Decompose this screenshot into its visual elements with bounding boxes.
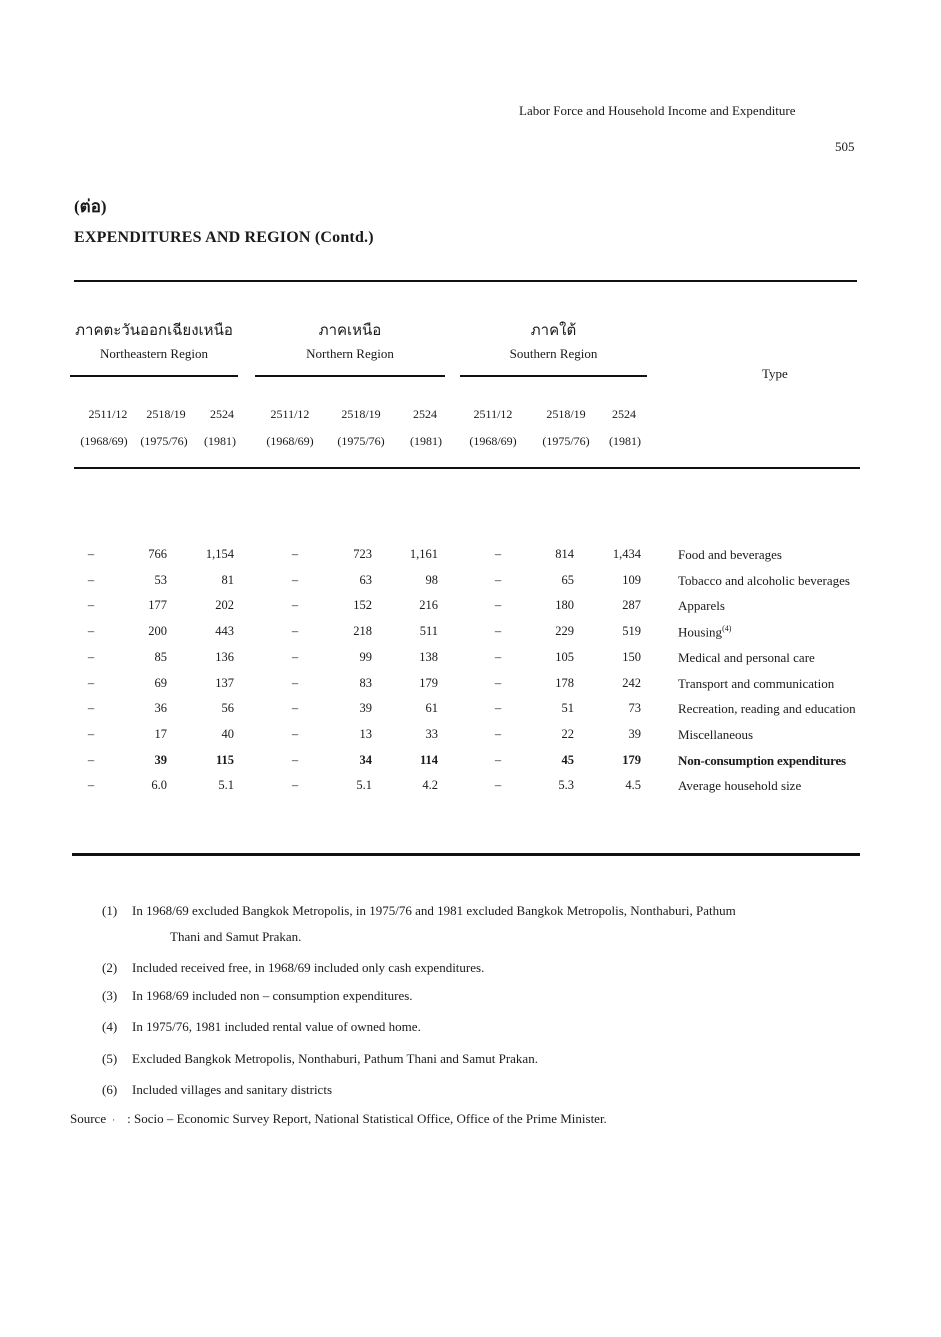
- value-cell: 33: [425, 727, 438, 741]
- type-label: [678, 727, 753, 743]
- value-cell: 179: [622, 753, 641, 767]
- value-cell: 287: [622, 598, 641, 612]
- dash-cell: –: [494, 624, 502, 638]
- footnote: [102, 1019, 421, 1035]
- value-cell: 17: [154, 727, 167, 741]
- year-be: 2518/19: [546, 407, 586, 421]
- type-column-header: Type: [762, 366, 788, 381]
- region-english-southern: Southern Region: [509, 346, 598, 361]
- dash-cell: –: [87, 573, 95, 587]
- page-number: 505: [835, 139, 855, 154]
- value-cell: 98: [425, 573, 438, 587]
- value-cell: 178: [555, 676, 574, 690]
- footnote: [102, 1082, 332, 1098]
- value-cell: 5.3: [558, 778, 574, 792]
- dash-cell: –: [87, 650, 95, 664]
- value-cell: 53: [154, 573, 167, 587]
- value-cell: 39: [359, 701, 372, 715]
- header-bottom-rule: [74, 467, 860, 469]
- year-be: 2524: [612, 407, 636, 421]
- year-ce: (1968/69): [469, 434, 517, 448]
- year-be: 2511/12: [88, 407, 128, 421]
- value-cell: 138: [419, 650, 438, 664]
- region-thai-northern: ภาคเหนือ: [318, 323, 382, 339]
- region-underline-n: [255, 375, 445, 377]
- value-cell: 136: [215, 650, 234, 664]
- footnote-text: Excluded Bangkok Metropolis, Nonthaburi, Pathum Thani and Samut Prakan.: [132, 1051, 538, 1066]
- dash-cell: –: [87, 676, 95, 690]
- value-cell: 34: [359, 753, 372, 767]
- value-cell: 63: [359, 573, 372, 587]
- dash-cell: –: [291, 727, 299, 741]
- dash-cell: –: [291, 547, 299, 561]
- footnote: [102, 1051, 538, 1067]
- year-be: 2518/19: [341, 407, 381, 421]
- region-english-northeastern: Northeastern Region: [100, 346, 208, 361]
- dash-cell: –: [494, 778, 502, 792]
- dash-cell: –: [494, 727, 502, 741]
- value-cell: 36: [154, 701, 167, 715]
- value-cell: 179: [419, 676, 438, 690]
- source-text: : Socio – Economic Survey Report, National Statistical Office, Office of the Prime Minister.: [127, 1111, 607, 1126]
- dash-cell: –: [494, 650, 502, 664]
- footnote-number: (4): [102, 1019, 118, 1034]
- value-cell: 4.5: [625, 778, 641, 792]
- value-cell: 39: [154, 753, 167, 767]
- value-cell: 511: [419, 624, 438, 638]
- value-cell: 5.1: [218, 778, 234, 792]
- region-underline-ne: [70, 375, 238, 377]
- dash-cell: –: [291, 624, 299, 638]
- value-cell: 51: [561, 701, 574, 715]
- top-rule: [74, 280, 857, 282]
- year-be: 2511/12: [473, 407, 513, 421]
- type-label-text: Average household size: [678, 778, 802, 793]
- year-ce: (1975/76): [140, 434, 188, 448]
- year-ce: (1981): [410, 434, 442, 448]
- type-label-text: Tobacco and alcoholic beverages: [678, 573, 850, 588]
- type-label: [678, 547, 782, 563]
- value-cell: 61: [425, 701, 438, 715]
- footnote-text: Included villages and sanitary districts: [132, 1082, 333, 1097]
- source-line: [70, 1111, 607, 1127]
- dash-cell: –: [494, 676, 502, 690]
- value-cell: 814: [555, 547, 574, 561]
- dash-cell: –: [291, 778, 299, 792]
- region-thai-southern: ภาคใต้: [530, 323, 577, 339]
- footnote-number: (6): [102, 1082, 118, 1097]
- running-title: Labor Force and Household Income and Expenditure: [519, 103, 796, 118]
- footnote-text: In 1968/69 excluded Bangkok Metropolis, in 1975/76 and 1981 excluded Bangkok Metropolis, Nonthaburi, Pathum: [132, 903, 736, 918]
- value-cell: 229: [555, 624, 574, 638]
- dash-cell: –: [87, 778, 95, 792]
- footnote-ref: (4): [722, 624, 732, 633]
- year-be: 2524: [413, 407, 437, 421]
- footnote: [102, 988, 413, 1004]
- type-label: [678, 778, 801, 794]
- dash-cell: –: [87, 624, 95, 638]
- type-label: [678, 598, 725, 614]
- region-english-northern: Northern Region: [306, 346, 394, 361]
- dash-cell: –: [494, 547, 502, 561]
- value-cell: 105: [555, 650, 574, 664]
- value-cell: 45: [561, 753, 574, 767]
- value-cell: 73: [628, 701, 641, 715]
- value-cell: 202: [215, 598, 234, 612]
- dash-cell: –: [291, 701, 299, 715]
- footnote-number: (5): [102, 1051, 118, 1066]
- dash-cell: –: [87, 547, 95, 561]
- value-cell: 218: [353, 624, 372, 638]
- type-label-text: Medical and personal care: [678, 650, 815, 665]
- dash-cell: –: [494, 598, 502, 612]
- footnote-continuation: Thani and Samut Prakan.: [170, 929, 302, 944]
- source-dot: ·: [112, 1115, 116, 1125]
- dash-cell: –: [291, 753, 299, 767]
- type-label: [678, 753, 846, 769]
- value-cell: 83: [359, 676, 372, 690]
- value-cell: 13: [359, 727, 372, 741]
- type-label-text: Non-consumption expenditures: [678, 753, 846, 768]
- year-be: 2511/12: [270, 407, 310, 421]
- dash-cell: –: [494, 753, 502, 767]
- year-ce: (1975/76): [542, 434, 590, 448]
- value-cell: 152: [353, 598, 372, 612]
- type-label-text: Miscellaneous: [678, 727, 754, 742]
- type-label: [678, 624, 731, 640]
- year-ce: (1981): [204, 434, 236, 448]
- value-cell: 109: [622, 573, 641, 587]
- footnote-number: (3): [102, 988, 118, 1003]
- year-ce: (1968/69): [266, 434, 314, 448]
- year-ce: (1968/69): [80, 434, 128, 448]
- value-cell: 115: [215, 753, 234, 767]
- type-label-text: Housing: [678, 624, 723, 640]
- footnote-number: (2): [102, 960, 118, 975]
- footnote-text: In 1968/69 included non – consumption expenditures.: [132, 988, 413, 1003]
- year-be: 2518/19: [146, 407, 186, 421]
- value-cell: 723: [353, 547, 372, 561]
- value-cell: 200: [148, 624, 167, 638]
- thai-continued-label: (ต่อ): [74, 197, 107, 216]
- value-cell: 99: [359, 650, 372, 664]
- type-label: [678, 676, 834, 692]
- value-cell: 85: [154, 650, 167, 664]
- value-cell: 1,154: [205, 547, 234, 561]
- value-cell: 766: [148, 547, 167, 561]
- value-cell: 22: [561, 727, 574, 741]
- type-label-text: Recreation, reading and education: [678, 701, 856, 716]
- value-cell: 65: [561, 573, 574, 587]
- type-label-text: Food and beverages: [678, 547, 782, 562]
- year-be: 2524: [210, 407, 234, 421]
- value-cell: 1,434: [612, 547, 641, 561]
- value-cell: 1,161: [409, 547, 438, 561]
- region-thai-northeastern: ภาคตะวันออกเฉียงเหนือ: [75, 323, 233, 339]
- footnote: [102, 903, 736, 919]
- type-label-text: Transport and communication: [678, 676, 835, 691]
- value-cell: 443: [215, 624, 234, 638]
- value-cell: 519: [622, 624, 641, 638]
- value-cell: 5.1: [356, 778, 372, 792]
- value-cell: 114: [419, 753, 438, 767]
- dash-cell: –: [494, 573, 502, 587]
- table-title: EXPENDITURES AND REGION (Contd.): [74, 229, 374, 246]
- value-cell: 216: [419, 598, 438, 612]
- footnote-text: Included received free, in 1968/69 included only cash expenditures.: [132, 960, 485, 975]
- type-label: [678, 573, 850, 589]
- type-label: [678, 650, 815, 666]
- value-cell: 40: [221, 727, 234, 741]
- footnote: [102, 960, 484, 976]
- year-ce: (1975/76): [337, 434, 385, 448]
- dash-cell: –: [87, 598, 95, 612]
- value-cell: 39: [628, 727, 641, 741]
- value-cell: 150: [622, 650, 641, 664]
- footnote-text: In 1975/76, 1981 included rental value of owned home.: [132, 1019, 421, 1034]
- dash-cell: –: [87, 727, 95, 741]
- value-cell: 69: [154, 676, 167, 690]
- dash-cell: –: [291, 650, 299, 664]
- value-cell: 81: [221, 573, 234, 587]
- value-cell: 137: [215, 676, 234, 690]
- dash-cell: –: [291, 598, 299, 612]
- dash-cell: –: [87, 753, 95, 767]
- value-cell: 4.2: [422, 778, 438, 792]
- table-bottom-rule: [72, 853, 860, 856]
- source-label: Source: [70, 1111, 107, 1126]
- dash-cell: –: [87, 701, 95, 715]
- dash-cell: –: [494, 701, 502, 715]
- type-label-text: Apparels: [678, 598, 725, 613]
- value-cell: 242: [622, 676, 641, 690]
- dash-cell: –: [291, 573, 299, 587]
- dash-cell: –: [291, 676, 299, 690]
- value-cell: 177: [148, 598, 167, 612]
- year-ce: (1981): [609, 434, 641, 448]
- value-cell: 6.0: [151, 778, 167, 792]
- region-underline-s: [460, 375, 647, 377]
- footnote-number: (1): [102, 903, 118, 918]
- value-cell: 180: [555, 598, 574, 612]
- type-label: [678, 701, 856, 717]
- value-cell: 56: [221, 701, 234, 715]
